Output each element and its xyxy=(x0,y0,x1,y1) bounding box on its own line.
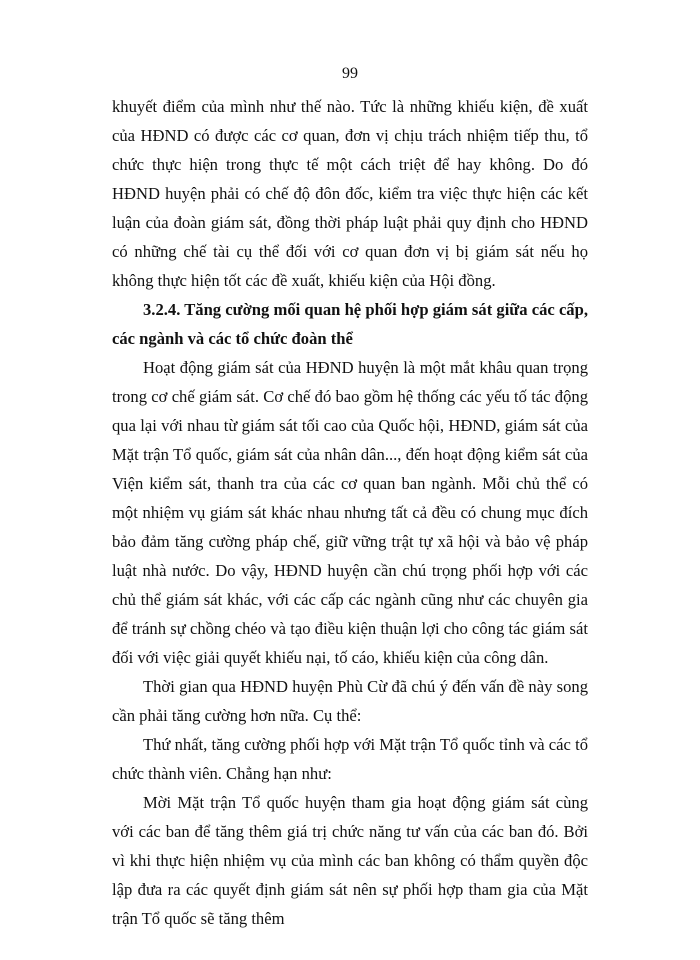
paragraph-continuation: khuyết điểm của mình như thế nào. Tức là những khiếu kiện, đề xuất của HĐND có được các cơ quan, đơn vị chịu trách nhiệm tiếp thu, tổ chức thực hiện trong thực tế một cách triệt để hay không. Do đó HĐND huyện phải có chế độ đôn đốc, kiểm tra việc thực hiện các kết luận của đoàn giám sát, đồng thời pháp luật phải quy định cho HĐND có những chế tài cụ thể đối với cơ quan đơn vị bị giám sát nếu họ không thực hiện tốt các đề xuất, khiếu kiện của Hội đồng. xyxy=(112,97,588,290)
paragraph-supervision-mechanism: Hoạt động giám sát của HĐND huyện là một mắt khâu quan trọng trong cơ chế giám sát. Cơ chế đó bao gồm hệ thống các yếu tố tác động qua lại với nhau từ giám sát tối cao của Quốc hội, HĐND, giám sát của Mặt trận Tổ quốc, giám sát của nhân dân..., đến hoạt động kiểm sát của Viện kiểm sát, thanh tra của các cơ quan ban ngành. Mỗi chủ thể có một nhiệm vụ giám sát khác nhau nhưng tất cả đều có chung mục đích bảo đảm tăng cường pháp chế, giữ vững trật tự xã hội và bảo vệ pháp luật nhà nước. Do vậy, HĐND huyện cần chú trọng phối hợp với các chủ thể giám sát khác, với các cấp các ngành cũng như các chuyên gia để tránh sự chồng chéo và tạo điều kiện thuận lợi cho công tác giám sát đối với việc giải quyết khiếu nại, tố cáo, khiếu kiện của công dân. xyxy=(112,358,588,667)
page-number: 99 xyxy=(342,65,358,82)
paragraph-invite-front: Mời Mặt trận Tổ quốc huyện tham gia hoạt động giám sát cùng với các ban để tăng thêm giá trị chức năng tư vấn của các ban đó. Bởi vì khi thực hiện nhiệm vụ của mình các ban không có thẩm quyền độc lập đưa ra các quyết định giám sát nên sự phối hợp tham gia của Mặt trận Tổ quốc sẽ tăng thêm xyxy=(112,793,588,928)
paragraph-first-point: Thứ nhất, tăng cường phối hợp với Mặt trận Tổ quốc tỉnh và các tổ chức thành viên. Chẳng hạn như: xyxy=(112,735,588,783)
paragraph-phu-cu-council: Thời gian qua HĐND huyện Phù Cừ đã chú ý đến vấn đề này song cần phải tăng cường hơn nữa. Cụ thể: xyxy=(112,677,588,725)
document-body xyxy=(112,92,588,933)
section-heading: 3.2.4. Tăng cường mối quan hệ phối hợp giám sát giữa các cấp, các ngành và các tổ chức đoàn thể xyxy=(112,300,588,348)
